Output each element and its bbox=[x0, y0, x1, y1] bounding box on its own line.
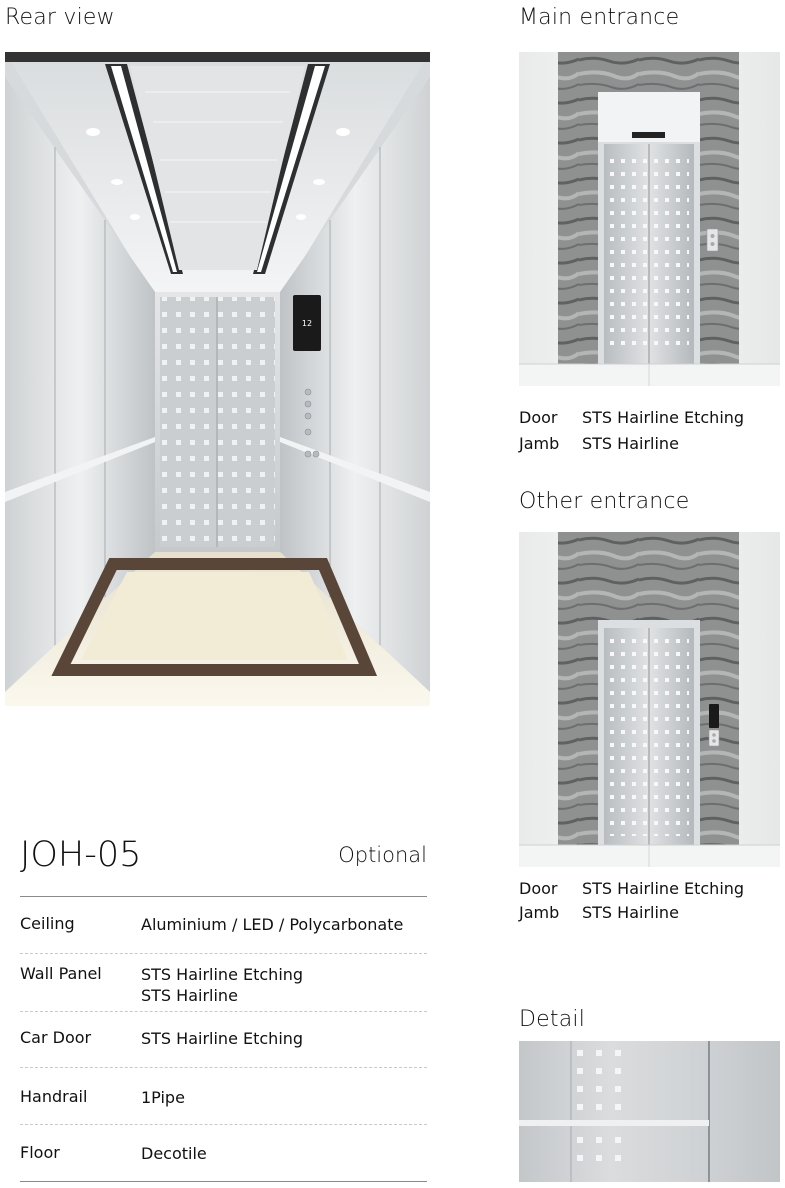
other-entrance-image bbox=[519, 532, 780, 867]
spec-value: Decotile bbox=[141, 1144, 207, 1163]
main-door-value: STS Hairline Etching bbox=[582, 408, 745, 427]
spec-value: STS Hairline Etching bbox=[141, 965, 304, 984]
car-indicator-text: 12 bbox=[301, 319, 313, 328]
spec-label: Wall Panel bbox=[20, 964, 102, 983]
spec-value: STS Hairline Etching bbox=[141, 1029, 304, 1048]
spec-label: Handrail bbox=[20, 1087, 88, 1106]
detail-heading: Detail bbox=[519, 1007, 586, 1032]
main-door-label: Door bbox=[519, 408, 558, 427]
spec-divider bbox=[20, 953, 427, 954]
main-entrance-heading: Main entrance bbox=[519, 5, 680, 30]
other-door-label: Door bbox=[519, 879, 558, 898]
detail-image bbox=[519, 1041, 780, 1182]
spec-label: Ceiling bbox=[20, 914, 75, 933]
spec-value: STS Hairline bbox=[141, 986, 238, 1005]
other-jamb-value: STS Hairline bbox=[582, 903, 679, 922]
spec-label: Floor bbox=[20, 1143, 60, 1162]
spec-divider bbox=[20, 1124, 427, 1125]
rear-view-heading: Rear view bbox=[5, 5, 115, 30]
main-entrance-image bbox=[519, 52, 780, 386]
rear-view-image bbox=[5, 52, 430, 706]
model-code: JOH-05 bbox=[20, 835, 142, 875]
other-door-value: STS Hairline Etching bbox=[582, 879, 745, 898]
spec-value: 1Pipe bbox=[141, 1088, 185, 1107]
main-jamb-value: STS Hairline bbox=[582, 434, 679, 453]
other-entrance-heading: Other entrance bbox=[519, 489, 690, 514]
main-jamb-label: Jamb bbox=[519, 434, 560, 453]
spec-label: Car Door bbox=[20, 1028, 92, 1047]
other-jamb-label: Jamb bbox=[519, 903, 560, 922]
spec-bottom-divider bbox=[20, 1181, 427, 1182]
spec-value: Aluminium / LED / Polycarbonate bbox=[141, 915, 404, 934]
spec-divider bbox=[20, 1067, 427, 1068]
spec-top-divider bbox=[20, 896, 427, 897]
optional-label: Optional bbox=[338, 843, 427, 867]
spec-divider bbox=[20, 1011, 427, 1012]
